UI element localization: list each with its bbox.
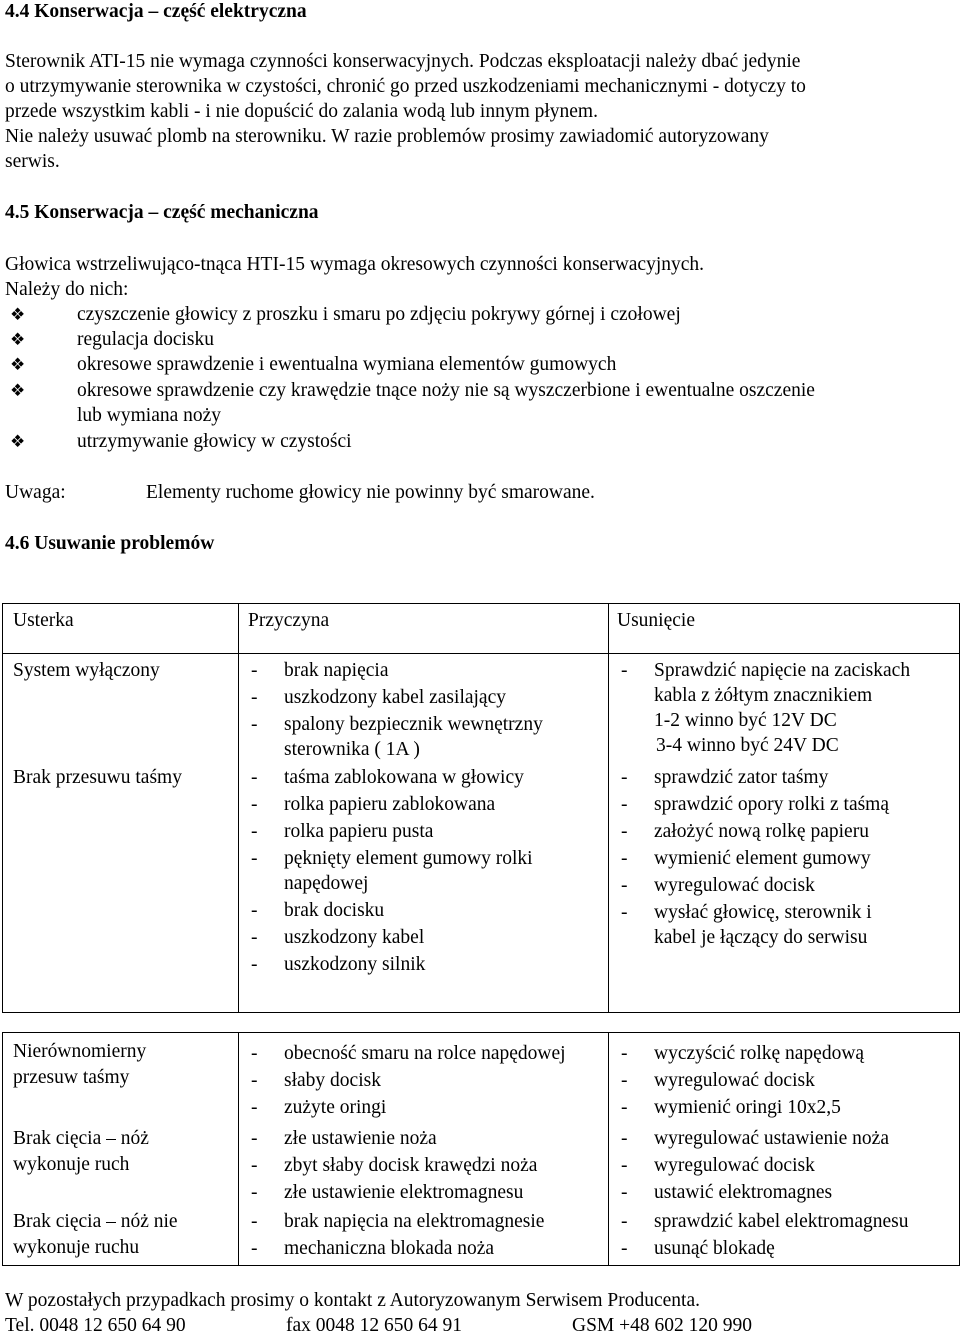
table-list-item: - pęknięty element gumowy rolki xyxy=(251,847,533,869)
cause-cell xyxy=(239,1120,609,1205)
table-list-item: - mechaniczna blokada noża xyxy=(251,1238,495,1259)
table-list-item: - usunąć blokadę xyxy=(621,1238,775,1259)
table-list-item: - założyć nową rolkę papieru xyxy=(621,820,869,842)
table-list-item: - złe ustawienie noża xyxy=(251,1128,437,1149)
fault-cell: System wyłączony xyxy=(3,654,239,765)
table-list-item: - wyczyścić rolkę napędową xyxy=(621,1043,865,1064)
diamond-bullet-icon: ❖ xyxy=(10,355,26,374)
table-list-item: - ustawić elektromagnes xyxy=(621,1182,833,1203)
paragraph-line: serwis. xyxy=(5,151,60,172)
table-list-item: - wyregulować docisk xyxy=(621,874,815,896)
table-list-item: kabel je łączący do serwisu xyxy=(654,926,868,948)
paragraph-line: Nie należy usuwać plomb na sterowniku. W razie problemów prosimy zawiadomić autoryzowany xyxy=(5,126,769,147)
table-list-item: - wyregulować docisk xyxy=(621,1070,815,1091)
list-item: okresowe sprawdzenie i ewentualna wymiana elementów gumowych xyxy=(77,354,617,375)
troubleshooting-table-1 xyxy=(2,603,960,1013)
fix-cell xyxy=(609,654,960,765)
table-list-item: - wyregulować docisk xyxy=(621,1155,815,1176)
table-list-item: - słaby docisk xyxy=(251,1070,381,1091)
table-list-item: - brak napięcia xyxy=(251,660,389,681)
table-list-item: - zużyte oringi xyxy=(251,1097,387,1118)
table-list-item: - brak docisku xyxy=(251,899,385,921)
fix-cell xyxy=(609,1120,960,1205)
footer-phone: Tel. 0048 12 650 64 90 xyxy=(5,1315,186,1336)
table-list-item: sterownika ( 1A ) xyxy=(284,739,420,760)
table-list-item: - sprawdzić opory rolki z taśmą xyxy=(621,793,890,815)
table-list-item: - sprawdzić kabel elektromagnesu xyxy=(621,1211,909,1232)
table-list-item: - wyregulować ustawienie noża xyxy=(621,1128,889,1149)
paragraph-line: Sterownik ATI-15 nie wymaga czynności konserwacyjnych. Podczas eksploatacji należy dbać jedynie xyxy=(5,51,801,72)
table-list-item: kabla z żółtym znacznikiem xyxy=(654,685,873,706)
header-przyczyna: Przyczyna xyxy=(239,604,609,654)
table-list-item: - sprawdzić zator taśmy xyxy=(621,766,829,788)
table-list-item: 1-2 winno być 12V DC xyxy=(654,710,837,731)
diamond-bullet-icon: ❖ xyxy=(10,305,26,324)
table-list-item: - uszkodzony kabel zasilający xyxy=(251,687,506,708)
list-item: okresowe sprawdzenie czy krawędzie tnące noży nie są wyszczerbione i ewentualne oszczenie xyxy=(77,380,815,401)
table-list-item: napędowej xyxy=(284,872,369,894)
table-list-item: - zbyt słaby docisk krawędzi noża xyxy=(251,1155,538,1176)
paragraph-line: o utrzymywanie sterownika w czystości, chronić go przed uszkodzeniami mechanicznymi - dotyczy to xyxy=(5,76,806,97)
fault-cell: Brak przesuwu taśmy xyxy=(3,765,239,1013)
cause-cell xyxy=(239,654,609,765)
fix-cell xyxy=(609,1205,960,1265)
table-list-item: - Sprawdzić napięcie na zaciskach xyxy=(621,660,911,681)
list-item: czyszczenie głowicy z proszku i smaru po zdjęciu pokrywy górnej i czołowej xyxy=(77,304,681,325)
section-4-4-title: 4.4 Konserwacja – część elektryczna xyxy=(5,1,307,22)
footer-gsm: GSM +48 602 120 990 xyxy=(572,1315,753,1336)
table-list-item: - obecność smaru na rolce napędowej xyxy=(251,1043,566,1064)
table-list-item: - wymienić element gumowy xyxy=(621,847,871,869)
fault-cell: Brak cięcia – nóż nie wykonuje ruchu xyxy=(3,1205,239,1265)
fault-cell: Brak cięcia – nóż wykonuje ruch xyxy=(3,1120,239,1205)
section-4-6-title: 4.6 Usuwanie problemów xyxy=(5,533,215,554)
table-list-item: - rolka papieru zablokowana xyxy=(251,793,496,815)
table-list-item: 3-4 winno być 24V DC xyxy=(656,735,839,756)
paragraph-line: Należy do nich: xyxy=(5,279,129,300)
table-list-item: - złe ustawienie elektromagnesu xyxy=(251,1182,524,1203)
table-list-item: - wysłać głowicę, sterownik i xyxy=(621,901,872,923)
note-label: Uwaga: xyxy=(5,482,66,503)
table-list-item: - uszkodzony kabel xyxy=(251,926,425,948)
fix-cell xyxy=(609,765,960,1013)
table-list-item: - brak napięcia na elektromagnesie xyxy=(251,1211,545,1232)
list-item: regulacja docisku xyxy=(77,329,214,350)
table-list-item: - rolka papieru pusta xyxy=(251,820,434,842)
paragraph-line: Głowica wstrzeliwująco-tnąca HTI-15 wymaga okresowych czynności konserwacyjnych. xyxy=(5,254,705,275)
troubleshooting-table-2 xyxy=(2,1032,960,1266)
diamond-bullet-icon: ❖ xyxy=(10,432,26,451)
footer-contact-note: W pozostałych przypadkach prosimy o kontakt z Autoryzowanym Serwisem Producenta. xyxy=(5,1290,700,1311)
cause-cell xyxy=(239,765,609,1013)
diamond-bullet-icon: ❖ xyxy=(10,381,26,400)
table-list-item: - wymienić oringi 10x2,5 xyxy=(621,1097,841,1118)
table-list-item: - spalony bezpiecznik wewnętrzny xyxy=(251,714,543,735)
note-text: Elementy ruchome głowicy nie powinny być smarowane. xyxy=(146,482,595,503)
cause-cell xyxy=(239,1033,609,1121)
cause-cell xyxy=(239,1205,609,1265)
paragraph-line: przede wszystkim kabli - i nie dopuścić do zalania wodą lub innym płynem. xyxy=(5,101,598,122)
footer-fax: fax 0048 12 650 64 91 xyxy=(286,1315,463,1336)
fault-cell: Nierównomierny przesuw taśmy xyxy=(3,1033,239,1121)
header-usuniecie: Usunięcie xyxy=(609,604,960,654)
fix-cell xyxy=(609,1033,960,1121)
header-usterka: Usterka xyxy=(3,604,239,654)
table-list-item: - uszkodzony silnik xyxy=(251,953,426,975)
list-item-continuation: lub wymiana noży xyxy=(77,405,222,426)
list-item: utrzymywanie głowicy w czystości xyxy=(77,431,352,452)
diamond-bullet-icon: ❖ xyxy=(10,330,26,349)
table-list-item: - taśma zablokowana w głowicy xyxy=(251,766,524,788)
section-4-5-title: 4.5 Konserwacja – część mechaniczna xyxy=(5,202,319,223)
